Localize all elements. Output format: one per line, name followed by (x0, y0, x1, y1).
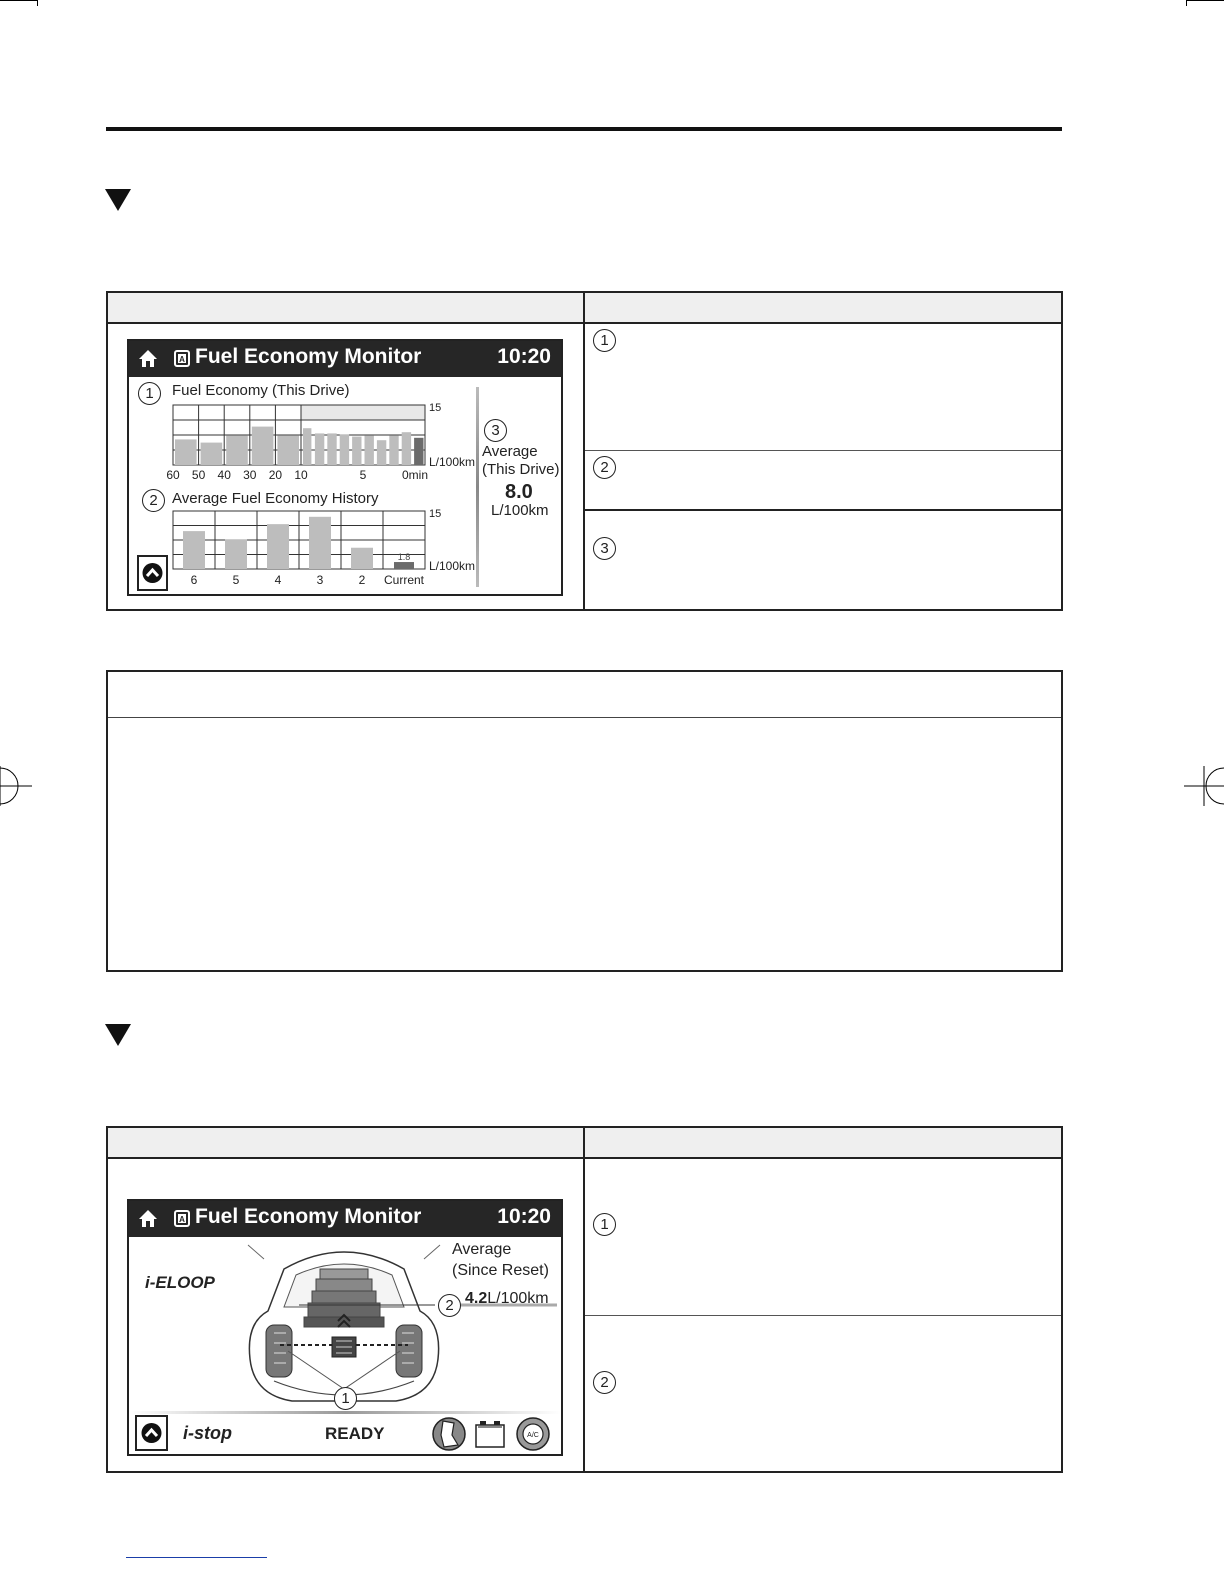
scroll-up-button[interactable] (137, 555, 168, 591)
chart-1-title: Fuel Economy (This Drive) (172, 382, 350, 399)
table-2-marker-2: 2 (593, 1371, 616, 1394)
average-number: 4.2 (465, 1290, 488, 1307)
screen-clock: 10:20 (497, 1205, 551, 1228)
app-icon (174, 350, 190, 367)
battery-icon (472, 1415, 508, 1453)
i-stop-label: i-stop (183, 1423, 232, 1443)
chevron-up-icon (139, 557, 166, 589)
x-tick-label: 50 (191, 468, 206, 479)
i-eloop-label: i-ELOOP (145, 1273, 215, 1292)
average-value (465, 1290, 549, 1308)
x-tick-label: 10 (294, 468, 308, 479)
home-icon[interactable] (138, 349, 158, 368)
average-label: Average (482, 443, 538, 460)
home-icon[interactable] (138, 1209, 158, 1228)
screen-side-divider (476, 387, 479, 587)
section-marker-icon (105, 189, 131, 211)
chart-bar (201, 443, 223, 465)
air-conditioner-icon (515, 1415, 551, 1453)
chart-bar (225, 540, 247, 569)
average-sub-label: (Since Reset) (452, 1262, 549, 1279)
fuel-economy-screen-2 (127, 1199, 563, 1456)
average-unit: L/100km (491, 502, 549, 519)
chart-bar (183, 531, 205, 569)
chart-bar (377, 440, 386, 465)
x-tick-label: 20 (268, 468, 283, 479)
chart-bar (414, 438, 423, 465)
chart-bar (365, 435, 374, 465)
screen-marker-1: 1 (138, 382, 161, 405)
chart-bar (351, 548, 373, 569)
y-tick-label: 15 (429, 508, 442, 520)
average-unit: L/100km (487, 1290, 549, 1307)
x-tick-label: 0min (401, 468, 429, 479)
note-box (106, 670, 1063, 972)
app-icon (174, 1210, 190, 1227)
table-2-marker-1: 1 (593, 1213, 616, 1236)
y-unit-label: L/100km (429, 559, 476, 573)
chart-bar (252, 427, 274, 465)
chevron-up-icon (137, 1417, 166, 1449)
screen-marker-1: 1 (334, 1387, 357, 1410)
chart-bar (303, 428, 311, 465)
chart-bar (394, 562, 414, 569)
chart-bar (226, 435, 248, 465)
crop-mark (1186, 0, 1224, 1)
section-marker-icon (105, 1024, 131, 1046)
table-1-marker-1: 1 (593, 329, 616, 352)
x-tick-label: 2 (358, 573, 366, 587)
table-1-marker-2: 2 (593, 456, 616, 479)
footer-link-line (126, 1557, 267, 1558)
average-fuel-economy-history-chart (129, 505, 479, 591)
table-1-row-rule (585, 450, 1061, 451)
screen-bottom-strip (129, 1411, 561, 1414)
svg-text:A: A (179, 355, 185, 364)
note-box-header-rule (108, 717, 1061, 718)
fuel-economy-this-drive-chart (129, 399, 479, 479)
x-tick-label: 4 (274, 573, 282, 587)
table-1-row-rule (585, 509, 1061, 511)
y-unit-label: L/100km (429, 455, 476, 469)
table-1-marker-3: 3 (593, 537, 616, 560)
chart-bar (277, 435, 299, 465)
registration-mark (0, 766, 40, 806)
scroll-up-button[interactable] (135, 1415, 168, 1451)
chart-bar (309, 517, 331, 569)
data-label: 1.8 (397, 552, 411, 563)
chart-bar (267, 524, 289, 569)
table-2-row-rule (585, 1315, 1061, 1316)
screen-title: Fuel Economy Monitor (195, 1205, 422, 1228)
chart-bar (389, 435, 398, 465)
crop-mark (1186, 0, 1187, 6)
average-sub-label: (This Drive) (482, 461, 560, 478)
driver-seat-icon (432, 1415, 466, 1453)
x-tick-label: 5 (359, 468, 367, 479)
x-tick-label: Current (383, 573, 425, 587)
chart-bar (402, 432, 411, 465)
crop-mark (0, 0, 38, 1)
chart-2-title: Average Fuel Economy History (172, 490, 379, 507)
crop-mark (37, 0, 38, 6)
registration-mark (1184, 766, 1224, 806)
table-2-divider (583, 1128, 585, 1471)
screen-title: Fuel Economy Monitor (195, 345, 422, 368)
x-tick-label: 5 (232, 573, 240, 587)
chart-bar (327, 433, 336, 465)
x-tick-label: 40 (217, 468, 231, 479)
chart-bar (175, 439, 197, 465)
x-tick-label: 3 (316, 573, 324, 587)
screen-marker-2: 2 (438, 1294, 461, 1317)
x-tick-label: 60 (166, 468, 180, 479)
x-tick-label: 30 (243, 468, 257, 479)
average-label: Average (452, 1241, 512, 1258)
chart-shaded-band (301, 405, 425, 420)
x-tick-label: 6 (190, 573, 198, 587)
ac-label: A/C (527, 1432, 539, 1439)
chart-bar (352, 437, 361, 465)
chart-bar (315, 433, 324, 465)
average-value: 8.0 (505, 481, 533, 503)
svg-text:A: A (179, 1215, 185, 1224)
chart-bar (340, 435, 349, 465)
header-rule (106, 127, 1062, 131)
screen-clock: 10:20 (497, 345, 551, 368)
y-tick-label: 15 (429, 402, 442, 414)
screen-title-bar (129, 1201, 561, 1237)
screen-marker-3: 3 (484, 419, 507, 442)
screen-title-bar (129, 341, 561, 377)
screen-marker-2: 2 (142, 489, 165, 512)
table-1-divider (583, 293, 585, 609)
ready-status: READY (325, 1424, 385, 1443)
fuel-economy-screen-1 (127, 339, 563, 596)
